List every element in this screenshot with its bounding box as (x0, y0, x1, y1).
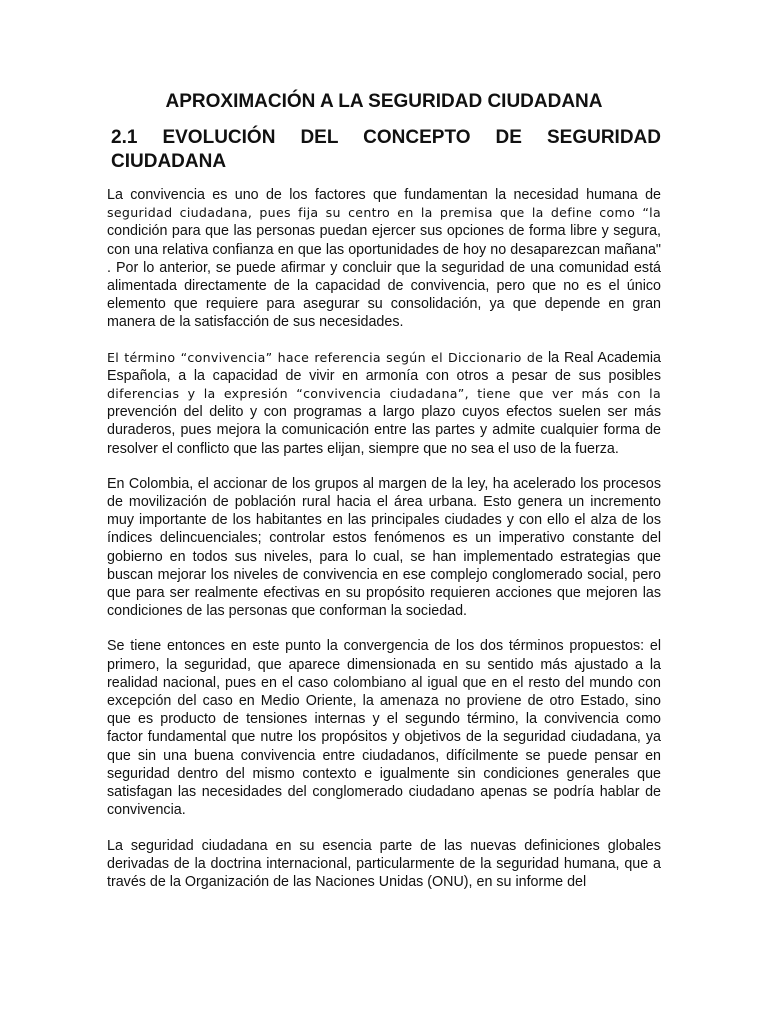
paragraph-convergencia: Se tiene entonces en este punto la convergencia de los dos términos propuestos: el primero, la seguridad, que aparece dimensionada en su sentido más ajustado a la realidad nacional, pues en el caso colombiano al igual que en el resto del mundo con excepción del caso en Medio Oriente, la amenaza no proviene de otro Estado, sino que es producto de tensiones internas y el segundo término, la convivencia como factor fundamental que nutre los propósitos y objetivos de la seguridad ciudadana, ya que sin una buena convivencia entre ciudadanos, difícilmente se puede pensar en seguridad dentro del mismo contexto e igualmente sin condiciones generales que satisfagan las necesidades del conglomerado ciudadano apenas se podría hablar de convivencia. (107, 638, 661, 819)
paragraph-seguridad-ciudadana: La seguridad ciudadana en su esencia parte de las nuevas definiciones globales derivadas de la doctrina internacional, particularmente de la seguridad humana, que a través de la Organización de las Naciones Unidas (ONU), en su informe del (107, 837, 661, 890)
paragraph-text: condición para que las personas puedan ejercer sus opciones de forma libre y segura, con una relativa confianza en que las oportunidades de hoy no desaparezcan mañana" . Por lo anterior, se puede afirmar y concluir que la seguridad de una comunidad está alimentada directamente de la capacidad de convivencia, pero que no es el único elemento que requiere para asegurar su consolidación, ya que depende en gran manera de la satisfacción de sus necesidades. (107, 223, 661, 331)
paragraph-text: prevención del delito y con programas a largo plazo cuyos efectos suelen ser más duraderos, pues mejora la comunicación entre las partes y admite cualquier forma de resolver el conflicto que las partes elijan, siempre que no sea el uso de la fuerza. (107, 404, 661, 457)
paragraph-text-alt-font: El término “convivencia” hace referencia según el Diccionario de (107, 349, 544, 365)
paragraph-convivencia (107, 186, 661, 332)
paragraph-text: la Real Academia Española, a la capacidad de vivir en armonía con otros a pesar de sus posibles (107, 349, 661, 384)
document-title: APROXIMACIÓN A LA SEGURIDAD CIUDADANA (165, 91, 603, 112)
section-heading: 2.1 EVOLUCIÓN DEL CONCEPTO DE SEGURIDAD CIUDADANA (111, 127, 661, 172)
paragraph-text-alt-font: diferencias y la expresión “convivencia ciudadana”, tiene que ver más con la (107, 386, 661, 402)
paragraph-text-alt-font: seguridad ciudadana, pues fija su centro en la premisa que la define como “la (107, 205, 661, 221)
paragraph-colombia: En Colombia, el accionar de los grupos al margen de la ley, ha acelerado los procesos de movilización de población rural hacia el área urbana. Esto genera un incremento muy importante de los habitantes en las principales ciudades y con ello el alza de los índices delincuenciales; controlar estos fenómenos es un imperativo constante del gobierno en todos sus niveles, para lo cual, se han implementado estrategias que buscan mejorar los niveles de convivencia en ese complejo conglomerado social, pero que para ser realmente efectivas en su propósito requieren acciones que mejoren las condiciones de las personas que conforman la sociedad. (107, 475, 661, 620)
paragraph-termino-convivencia (107, 349, 661, 458)
paragraph-text: La convivencia es uno de los factores que fundamentan la necesidad humana de (107, 187, 661, 203)
